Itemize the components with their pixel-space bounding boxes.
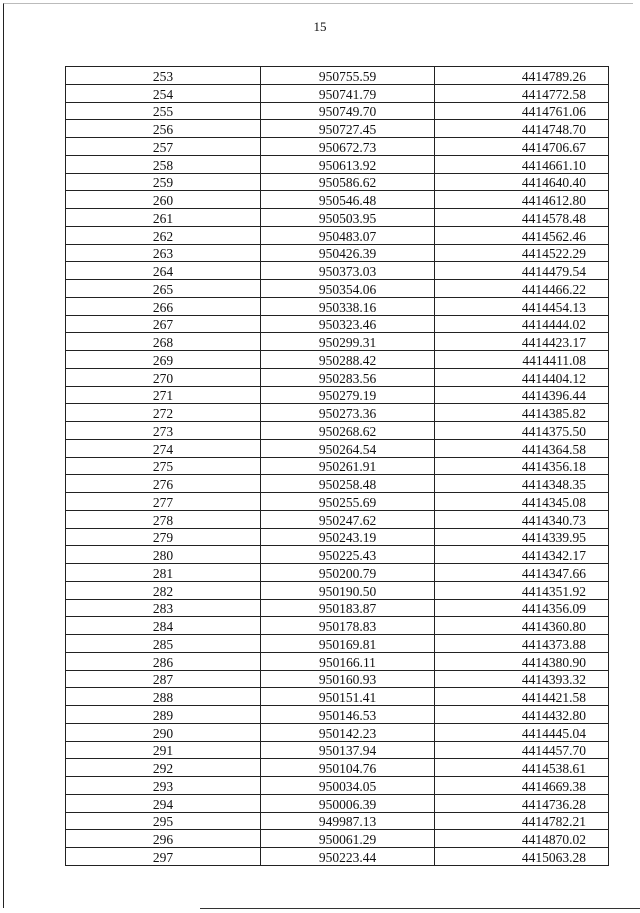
coordinates-table-body	[66, 67, 609, 866]
table-row	[66, 794, 609, 812]
point-number-cell: 274	[66, 439, 261, 457]
y-coordinate-cell: 4414466.22	[435, 280, 609, 298]
table-row	[66, 226, 609, 244]
x-coordinate-cell: 949987.13	[261, 812, 435, 830]
y-coordinate-cell: 4414761.06	[435, 102, 609, 120]
y-coordinate-cell: 4414748.70	[435, 120, 609, 138]
y-coordinate-cell: 4414789.26	[435, 67, 609, 85]
x-coordinate-cell: 950672.73	[261, 138, 435, 156]
y-coordinate-cell: 4414411.08	[435, 351, 609, 369]
point-number-cell: 289	[66, 706, 261, 724]
table-row	[66, 706, 609, 724]
table-row	[66, 812, 609, 830]
y-coordinate-cell: 4414421.58	[435, 688, 609, 706]
point-number-cell: 269	[66, 351, 261, 369]
y-coordinate-cell: 4414339.95	[435, 528, 609, 546]
x-coordinate-cell: 950061.29	[261, 830, 435, 848]
table-row	[66, 297, 609, 315]
point-number-cell: 261	[66, 209, 261, 227]
x-coordinate-cell: 950200.79	[261, 564, 435, 582]
y-coordinate-cell: 4414522.29	[435, 244, 609, 262]
point-number-cell: 264	[66, 262, 261, 280]
point-number-cell: 255	[66, 102, 261, 120]
point-number-cell: 268	[66, 333, 261, 351]
x-coordinate-cell: 950426.39	[261, 244, 435, 262]
x-coordinate-cell: 950183.87	[261, 599, 435, 617]
table-row	[66, 138, 609, 156]
x-coordinate-cell: 950137.94	[261, 741, 435, 759]
x-coordinate-cell: 950166.11	[261, 652, 435, 670]
x-coordinate-cell: 950142.23	[261, 723, 435, 741]
table-row	[66, 723, 609, 741]
y-coordinate-cell: 4414373.88	[435, 635, 609, 653]
x-coordinate-cell: 950264.54	[261, 439, 435, 457]
table-row	[66, 581, 609, 599]
point-number-cell: 295	[66, 812, 261, 830]
point-number-cell: 260	[66, 191, 261, 209]
y-coordinate-cell: 4414380.90	[435, 652, 609, 670]
x-coordinate-cell: 950258.48	[261, 475, 435, 493]
y-coordinate-cell: 4414423.17	[435, 333, 609, 351]
point-number-cell: 297	[66, 848, 261, 866]
x-coordinate-cell: 950190.50	[261, 581, 435, 599]
point-number-cell: 259	[66, 173, 261, 191]
table-row	[66, 351, 609, 369]
y-coordinate-cell: 4414669.38	[435, 777, 609, 795]
table-row	[66, 155, 609, 173]
y-coordinate-cell: 4414342.17	[435, 546, 609, 564]
point-number-cell: 287	[66, 670, 261, 688]
y-coordinate-cell: 4414375.50	[435, 422, 609, 440]
table-row	[66, 84, 609, 102]
point-number-cell: 258	[66, 155, 261, 173]
x-coordinate-cell: 950546.48	[261, 191, 435, 209]
x-coordinate-cell: 950586.62	[261, 173, 435, 191]
x-coordinate-cell: 950613.92	[261, 155, 435, 173]
table-row	[66, 457, 609, 475]
point-number-cell: 285	[66, 635, 261, 653]
y-coordinate-cell: 4414479.54	[435, 262, 609, 280]
point-number-cell: 253	[66, 67, 261, 85]
x-coordinate-cell: 950749.70	[261, 102, 435, 120]
x-coordinate-cell: 950247.62	[261, 510, 435, 528]
table-row	[66, 652, 609, 670]
point-number-cell: 278	[66, 510, 261, 528]
table-row	[66, 830, 609, 848]
x-coordinate-cell: 950223.44	[261, 848, 435, 866]
y-coordinate-cell: 4414351.92	[435, 581, 609, 599]
table-row	[66, 244, 609, 262]
point-number-cell: 275	[66, 457, 261, 475]
y-coordinate-cell: 4414640.40	[435, 173, 609, 191]
table-row	[66, 528, 609, 546]
table-row	[66, 439, 609, 457]
y-coordinate-cell: 4414578.48	[435, 209, 609, 227]
table-row	[66, 670, 609, 688]
y-coordinate-cell: 4414364.58	[435, 439, 609, 457]
table-row	[66, 67, 609, 85]
point-number-cell: 293	[66, 777, 261, 795]
point-number-cell: 271	[66, 386, 261, 404]
point-number-cell: 267	[66, 315, 261, 333]
x-coordinate-cell: 950104.76	[261, 759, 435, 777]
table-row	[66, 315, 609, 333]
point-number-cell: 256	[66, 120, 261, 138]
x-coordinate-cell: 950146.53	[261, 706, 435, 724]
y-coordinate-cell: 4414612.80	[435, 191, 609, 209]
point-number-cell: 286	[66, 652, 261, 670]
y-coordinate-cell: 4414445.04	[435, 723, 609, 741]
point-number-cell: 277	[66, 493, 261, 511]
table-row	[66, 493, 609, 511]
point-number-cell: 284	[66, 617, 261, 635]
x-coordinate-cell: 950255.69	[261, 493, 435, 511]
table-row	[66, 120, 609, 138]
table-row	[66, 688, 609, 706]
x-coordinate-cell: 950268.62	[261, 422, 435, 440]
x-coordinate-cell: 950273.36	[261, 404, 435, 422]
y-coordinate-cell: 4414772.58	[435, 84, 609, 102]
y-coordinate-cell: 4414356.09	[435, 599, 609, 617]
point-number-cell: 283	[66, 599, 261, 617]
point-number-cell: 280	[66, 546, 261, 564]
y-coordinate-cell: 4414340.73	[435, 510, 609, 528]
y-coordinate-cell: 4414457.70	[435, 741, 609, 759]
coordinates-table	[65, 66, 609, 866]
y-coordinate-cell: 4414347.66	[435, 564, 609, 582]
x-coordinate-cell: 950178.83	[261, 617, 435, 635]
point-number-cell: 292	[66, 759, 261, 777]
point-number-cell: 262	[66, 226, 261, 244]
y-coordinate-cell: 4414736.28	[435, 794, 609, 812]
table-row	[66, 475, 609, 493]
y-coordinate-cell: 4414385.82	[435, 404, 609, 422]
page-number: 15	[313, 19, 327, 34]
y-coordinate-cell: 4414782.21	[435, 812, 609, 830]
table-row	[66, 173, 609, 191]
y-coordinate-cell: 4414454.13	[435, 297, 609, 315]
point-number-cell: 281	[66, 564, 261, 582]
y-coordinate-cell: 4414538.61	[435, 759, 609, 777]
y-coordinate-cell: 4414356.18	[435, 457, 609, 475]
y-coordinate-cell: 4414661.10	[435, 155, 609, 173]
x-coordinate-cell: 950283.56	[261, 368, 435, 386]
point-number-cell: 282	[66, 581, 261, 599]
table-row	[66, 510, 609, 528]
x-coordinate-cell: 950727.45	[261, 120, 435, 138]
point-number-cell: 272	[66, 404, 261, 422]
table-row	[66, 102, 609, 120]
point-number-cell: 291	[66, 741, 261, 759]
point-number-cell: 257	[66, 138, 261, 156]
x-coordinate-cell: 950299.31	[261, 333, 435, 351]
point-number-cell: 270	[66, 368, 261, 386]
point-number-cell: 265	[66, 280, 261, 298]
x-coordinate-cell: 950373.03	[261, 262, 435, 280]
x-coordinate-cell: 950503.95	[261, 209, 435, 227]
x-coordinate-cell: 950225.43	[261, 546, 435, 564]
table-row	[66, 209, 609, 227]
x-coordinate-cell: 950151.41	[261, 688, 435, 706]
table-row	[66, 422, 609, 440]
x-coordinate-cell: 950279.19	[261, 386, 435, 404]
x-coordinate-cell: 950288.42	[261, 351, 435, 369]
y-coordinate-cell: 4414562.46	[435, 226, 609, 244]
point-number-cell: 294	[66, 794, 261, 812]
table-row	[66, 546, 609, 564]
x-coordinate-cell: 950323.46	[261, 315, 435, 333]
table-row	[66, 741, 609, 759]
point-number-cell: 263	[66, 244, 261, 262]
y-coordinate-cell: 4414396.44	[435, 386, 609, 404]
x-coordinate-cell: 950169.81	[261, 635, 435, 653]
table-row	[66, 848, 609, 866]
x-coordinate-cell: 950338.16	[261, 297, 435, 315]
table-row	[66, 368, 609, 386]
x-coordinate-cell: 950034.05	[261, 777, 435, 795]
table-row	[66, 635, 609, 653]
x-coordinate-cell: 950755.59	[261, 67, 435, 85]
y-coordinate-cell: 4414870.02	[435, 830, 609, 848]
point-number-cell: 290	[66, 723, 261, 741]
x-coordinate-cell: 950483.07	[261, 226, 435, 244]
point-number-cell: 279	[66, 528, 261, 546]
x-coordinate-cell: 950354.06	[261, 280, 435, 298]
table-row	[66, 777, 609, 795]
y-coordinate-cell: 4414432.80	[435, 706, 609, 724]
y-coordinate-cell: 4414404.12	[435, 368, 609, 386]
bottom-rule	[200, 908, 640, 909]
x-coordinate-cell: 950160.93	[261, 670, 435, 688]
point-number-cell: 266	[66, 297, 261, 315]
table-row	[66, 564, 609, 582]
x-coordinate-cell: 950006.39	[261, 794, 435, 812]
table-row	[66, 280, 609, 298]
x-coordinate-cell: 950243.19	[261, 528, 435, 546]
y-coordinate-cell: 4414360.80	[435, 617, 609, 635]
point-number-cell: 288	[66, 688, 261, 706]
y-coordinate-cell: 4414345.08	[435, 493, 609, 511]
table-row	[66, 262, 609, 280]
y-coordinate-cell: 4415063.28	[435, 848, 609, 866]
y-coordinate-cell: 4414348.35	[435, 475, 609, 493]
y-coordinate-cell: 4414393.32	[435, 670, 609, 688]
point-number-cell: 254	[66, 84, 261, 102]
table-row	[66, 404, 609, 422]
table-row	[66, 617, 609, 635]
y-coordinate-cell: 4414706.67	[435, 138, 609, 156]
x-coordinate-cell: 950261.91	[261, 457, 435, 475]
y-coordinate-cell: 4414444.02	[435, 315, 609, 333]
table-row	[66, 386, 609, 404]
point-number-cell: 296	[66, 830, 261, 848]
point-number-cell: 276	[66, 475, 261, 493]
table-row	[66, 191, 609, 209]
x-coordinate-cell: 950741.79	[261, 84, 435, 102]
table-row	[66, 333, 609, 351]
table-row	[66, 599, 609, 617]
table-row	[66, 759, 609, 777]
point-number-cell: 273	[66, 422, 261, 440]
